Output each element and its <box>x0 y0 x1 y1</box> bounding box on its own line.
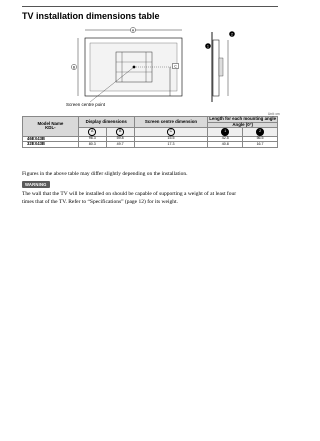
value-1-cell: 40.8 <box>208 142 243 147</box>
warning-text-line-2: times that of the TV. Refer to “Specifications” (page 12) for its weight. <box>22 198 178 205</box>
label-1-text: 1 <box>207 44 209 49</box>
symbol-cell-b <box>106 128 134 137</box>
label-b-text: B <box>72 65 76 70</box>
top-rule <box>22 6 278 7</box>
symbol-2-icon: 2 <box>256 128 264 136</box>
symbol-a-icon: A <box>88 128 96 136</box>
value-a-cell: 80.3 <box>78 142 106 147</box>
symbol-b-icon: B <box>116 128 124 136</box>
value-a-cell: 96.3 <box>78 136 106 141</box>
value-2-cell: 16.7 <box>243 142 278 147</box>
angle-header: Angle (0°) <box>208 122 278 128</box>
value-2-cell: 56.5 <box>243 136 278 141</box>
value-c-cell: 15.5 <box>134 136 208 141</box>
tv-side-profile <box>213 40 219 96</box>
dimensions-table <box>22 116 278 148</box>
value-c-cell: 17.3 <box>134 142 208 147</box>
model-prefix-label: KDL- <box>45 125 56 131</box>
warning-badge: WARNING <box>22 181 50 188</box>
symbol-cell-1 <box>208 128 243 137</box>
display-dimensions-header: Display dimensions <box>78 117 134 128</box>
page-title: TV installation dimensions table <box>22 11 160 21</box>
symbol-cell-c <box>134 128 208 137</box>
model-name-label: Model Name <box>37 120 64 126</box>
symbol-1-icon: 1 <box>221 128 229 136</box>
label-a-text: A <box>131 28 135 33</box>
value-b-cell: 59.8 <box>106 136 134 141</box>
symbol-c-icon: C <box>167 128 175 136</box>
model-cell: 32EX43B <box>23 142 79 147</box>
table-row <box>23 142 278 147</box>
label-2-text: 2 <box>231 32 233 37</box>
warning-paragraph <box>22 191 280 206</box>
model-cell: 46EX43B <box>23 136 79 141</box>
tv-dimensions-diagram <box>60 26 240 106</box>
screen-centre-caption: Screen centre point <box>66 102 106 107</box>
symbol-cell-a <box>78 128 106 137</box>
screen-centre-header: Screen centre dimension <box>134 117 208 128</box>
label-c-text: C <box>174 64 177 69</box>
symbol-cell-2 <box>243 128 278 137</box>
mounting-length-header: Length for each mounting angle <box>209 116 277 121</box>
value-b-cell: 49.7 <box>106 142 134 147</box>
unit-label: Unit: cm <box>268 112 280 116</box>
value-1-cell: 42.5 <box>208 136 243 141</box>
bracket-side <box>219 58 223 76</box>
table-note: Figures in the above table may differ slightly depending on the installation. <box>22 171 188 177</box>
warning-text-line-1: The wall that the TV will be installed on should be capable of supporting a weight of at least four <box>22 191 237 197</box>
model-name-header <box>23 117 79 137</box>
